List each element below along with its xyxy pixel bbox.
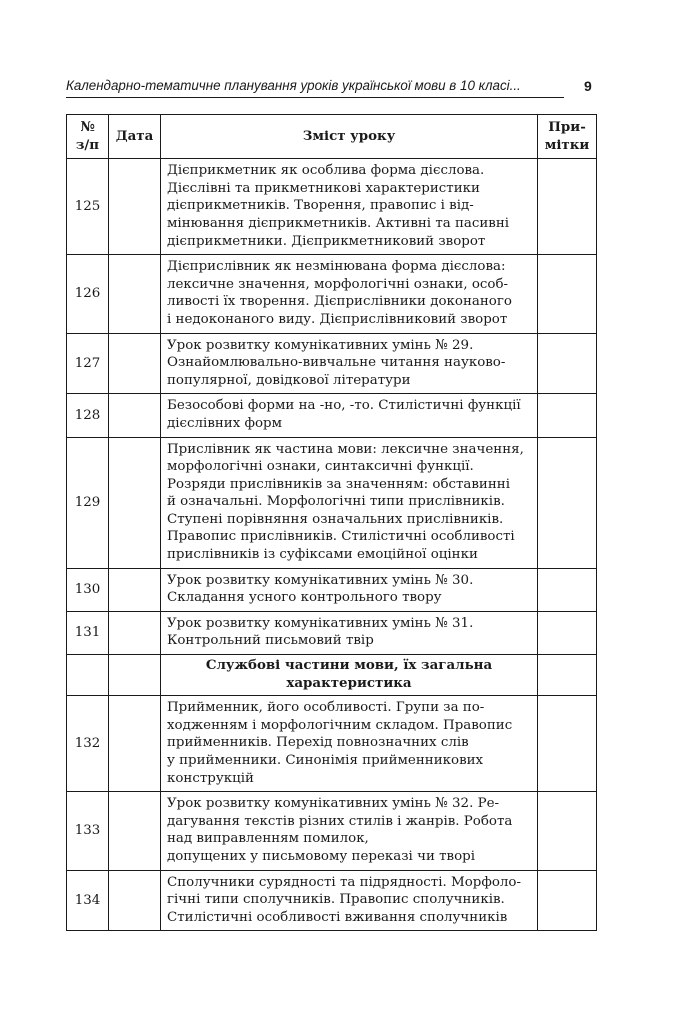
section-date-cell (109, 655, 161, 696)
lesson-content-line: Дієприслівник як незмінювана форма дієслова: (167, 259, 506, 275)
lesson-content-cell (161, 696, 538, 792)
lesson-content-cell (161, 611, 538, 654)
lesson-content-line: дієприкметники. Дієприкметниковий зворот (167, 233, 486, 249)
lesson-content-line: конструкцій (167, 770, 254, 786)
lesson-content-line: Прийменник, його особливості. Групи за по- (167, 700, 485, 716)
lesson-content-line: й означальні. Морфологічні типи прислівників. (167, 494, 505, 510)
column-header-number (67, 115, 109, 159)
lesson-date (109, 568, 161, 611)
lesson-content-line: популярної, довідкової літератури (167, 372, 411, 388)
lesson-date (109, 394, 161, 437)
column-header-date: Дата (109, 115, 161, 159)
lesson-content-line: ливості їх творення. Дієприслівники доконаного (167, 294, 512, 310)
lesson-content-line: морфологічні ознаки, синтаксичні функції. (167, 459, 474, 475)
section-heading-line: характеристика (286, 674, 412, 691)
table-row (67, 568, 597, 611)
lesson-content-cell (161, 437, 538, 568)
lesson-number: 127 (67, 333, 109, 394)
lesson-content-line: Контрольний письмовий твір (167, 633, 374, 649)
table-row (67, 792, 597, 870)
lesson-number: 133 (67, 792, 109, 870)
section-notes-cell (538, 655, 597, 696)
lesson-number: 131 (67, 611, 109, 654)
section-heading-line: Службові частини мови, їх загальна (205, 657, 493, 674)
section-number-cell (67, 655, 109, 696)
lesson-number: 125 (67, 159, 109, 255)
lesson-date (109, 255, 161, 333)
lesson-number: 126 (67, 255, 109, 333)
lesson-content-line: прислівників із суфіксами емоційної оцінки (167, 547, 478, 563)
table-row (67, 437, 597, 568)
table-row (67, 333, 597, 394)
lesson-number: 132 (67, 696, 109, 792)
lesson-date (109, 696, 161, 792)
lesson-content-line: Безособові форми на -но, -то. Стилістичні функції (167, 398, 521, 414)
lesson-content-cell (161, 870, 538, 931)
column-header-number-line1: № (80, 119, 95, 135)
lesson-content-line: у прийменники. Синонімія прийменникових (167, 753, 484, 768)
lesson-content-line: мінювання дієприкметників. Активні та пасивні (167, 215, 510, 231)
lesson-content-cell (161, 792, 538, 870)
lesson-content-cell (161, 394, 538, 437)
lesson-notes (538, 611, 597, 654)
lesson-notes (538, 159, 597, 255)
table-row (67, 696, 597, 792)
lesson-content-line: Дієслівні та прикметникові характеристики (167, 180, 480, 196)
lesson-notes (538, 870, 597, 931)
running-head-title: Календарно-тематичне планування уроків української мови в 10 класі... (66, 78, 564, 98)
table-row (67, 159, 597, 255)
lesson-content-cell (161, 159, 538, 255)
lesson-content-line: дієслівних форм (167, 415, 283, 431)
section-heading (161, 655, 538, 696)
lesson-content-line: прийменників. Перехід повнозначних слів (167, 735, 469, 751)
lesson-notes (538, 333, 597, 394)
lesson-content-line: Розряди прислівників за значенням: обставинні (167, 476, 510, 492)
lesson-number: 134 (67, 870, 109, 931)
lesson-date (109, 870, 161, 931)
table-body (67, 159, 597, 931)
column-header-notes-line2: мітки (544, 136, 590, 153)
lesson-content-line: над виправленням помилок, (167, 831, 369, 847)
lesson-date (109, 437, 161, 568)
lesson-date (109, 611, 161, 654)
column-header-notes-line1: При- (548, 119, 586, 135)
lesson-content-line: Прислівник як частина мови: лексичне значення, (167, 441, 524, 457)
lesson-notes (538, 437, 597, 568)
lesson-content-line: і недоконаного виду. Дієприслівниковий зворот (167, 311, 508, 327)
table-header-row (67, 115, 597, 159)
lesson-content-line: Урок розвитку комунікативних умінь № 30. (167, 572, 474, 588)
column-header-content: Зміст уроку (161, 115, 538, 159)
table-row (67, 870, 597, 931)
lesson-content-line: Складання усного контрольного твору (167, 590, 442, 606)
lesson-content-line: Урок розвитку комунікативних умінь № 29. (167, 337, 474, 353)
lesson-content-line: Урок розвитку комунікативних умінь № 32. Ре- (167, 796, 500, 812)
lesson-content-line: дагування текстів різних стилів і жанрів. Робота (167, 813, 513, 829)
lesson-content-line: Сполучники сурядності та підрядності. Морфоло- (167, 874, 521, 890)
lesson-notes (538, 792, 597, 870)
table-row (67, 394, 597, 437)
lesson-content-line: ходженням і морфологічним складом. Правопис (167, 717, 513, 733)
lesson-number: 129 (67, 437, 109, 568)
page-number: 9 (584, 78, 592, 94)
lesson-content-cell (161, 568, 538, 611)
lesson-content-line: Ступені порівняння означальних прислівників. (167, 511, 504, 527)
lesson-number: 130 (67, 568, 109, 611)
lesson-content-line: гічні типи сполучників. Правопис сполучників. (167, 892, 505, 908)
section-heading-row (67, 655, 597, 696)
lesson-content-line: дієприкметників. Творення, правопис і від- (167, 198, 474, 214)
lesson-content-cell (161, 333, 538, 394)
lesson-notes (538, 568, 597, 611)
lesson-date (109, 159, 161, 255)
lesson-date (109, 333, 161, 394)
lesson-notes (538, 394, 597, 437)
lesson-date (109, 792, 161, 870)
table-row (67, 255, 597, 333)
lesson-plan-table (66, 114, 597, 931)
lesson-content-line: допущених у письмовому переказі чи творі (167, 848, 475, 864)
lesson-content-line: Дієприкметник як особлива форма дієслова. (167, 163, 485, 179)
lesson-content-line: Ознайомлювально-вивчальне читання науково- (167, 355, 506, 371)
lesson-notes (538, 255, 597, 333)
lesson-content-cell (161, 255, 538, 333)
lesson-content-line: лексичне значення, морфологічні ознаки, особ- (167, 276, 509, 292)
column-header-notes (538, 115, 597, 159)
lesson-number: 128 (67, 394, 109, 437)
table-row (67, 611, 597, 654)
lesson-notes (538, 696, 597, 792)
lesson-content-line: Урок розвитку комунікативних умінь № 31. (167, 615, 474, 631)
column-header-number-line2: з/п (75, 136, 100, 153)
lesson-content-line: Правопис прислівників. Стилістичні особливості (167, 529, 515, 545)
lesson-content-line: Стилістичні особливості вживання сполучників (167, 909, 508, 925)
